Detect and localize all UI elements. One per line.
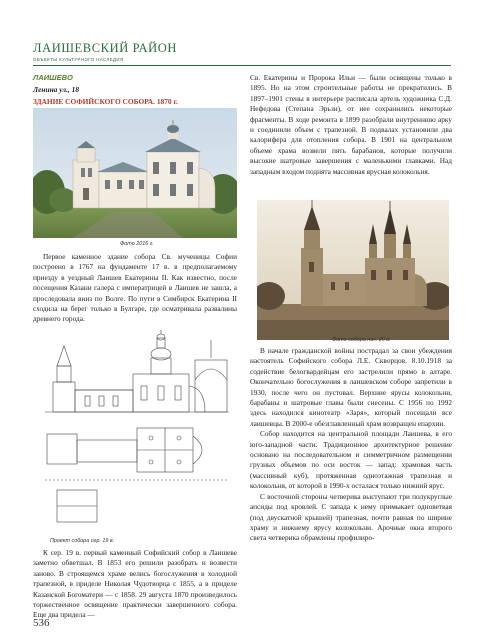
- header-rule: [33, 65, 451, 66]
- paragraph: В начале гражданской войны пострадал за свои убеждения настоятель Софийского собора Л.Е. Скворцов. 8.10.1918 за содействие белогвардейцам его застрелили прямо в алтаре. Окончательно богослужения в лаишевском соборе запретили в 1930, после чего он пустовал. Верхние ярусы колокольни, барабаны и шатровые главы были снесены. С 1956 по 1992 здесь находился кинотеатр «Заря», который посещали все лаишевцы. В 2000-е обезглавленный храм возвращен епархии.: [250, 346, 452, 428]
- caption-photo-2016: Фото 2016 г.: [120, 241, 154, 247]
- caption-photo-early-20c: Фото собора нач. 20 в.: [332, 337, 391, 343]
- paragraph: Первое каменное здание собора Св. мученицы Софии построено в 1767 на фундаменте 17 в. в предполагаемому приезду в уездный Лаишев Екатерины II. Как известно, после посещения Казани галера с императрицей в Лаишев не зашла, а проследовала вниз по Волге. По пути в Симбирск Екатерина II сходила на берег только в Булгаре, где осматривала развалины древнего города.: [33, 252, 237, 324]
- text-left-bottom: [33, 548, 237, 621]
- header-subtitle: ОБЪЕКТЫ КУЛЬТУРНОГО НАСЛЕДИЯ: [33, 57, 124, 62]
- photo-cathedral-2016: [33, 108, 237, 238]
- object-title: ЗДАНИЕ СОФИЙСКОГО СОБОРА. 1870 г.: [33, 97, 178, 106]
- text-right-top: [250, 73, 452, 177]
- cathedral-photo-image: [33, 108, 237, 238]
- text-left-middle: [33, 252, 237, 325]
- architectural-drawing-image: [33, 330, 237, 545]
- paragraph: К сер. 19 в. первый каменный Софийский собор в Лаишеве заметно обветшал. В 1853 его решили разобрать и возвести заново. В строящемся храме велись богослужения в холодной трапезной, в приделе Николая Чудотворца с 1855, а в приделе Казанской Богоматери — с 1858. 29 августа 1870 произведилось торжественное освящение практически завершенного собора. Еще два придела —: [33, 548, 237, 620]
- paragraph: Собор находится на центральной площади Лаишева, в его юго-западной части. Традиционное архитектурное решение основано на последовательном и симметричном размещении грузных объемов по оси восток — запад: храмовая часть (массивный куб), протяженная одноэтажная трапезная и колокольня, от которой в 1990-х осталася только нижний ярус.: [250, 429, 452, 491]
- header-title: ЛАИШЕВСКИЙ РАЙОН: [33, 41, 178, 55]
- paragraph: Св. Екатерины и Пророка Ильи — были освящены только в 1895. Но на этом строительные работы не прекратились. В 1897–1901 стены в интерьере расписала артель художника С.Д. Нефедова (Степана Эрьзи), от нее сохранились некоторые фрагменты. В ходе ремонта в 1899 разобрали внутреннюю арку и соединили объем с трапезной. В подвалах установили два калорифера для отопления собора. В 1901 на центральном объеме храма возвели пять барабанов, которые получили высокие шатровые завершения с маленькими главками. Над западным входом поднята массивная ярусная колокольня.: [250, 73, 452, 176]
- page-number: 536: [33, 617, 50, 629]
- old-cathedral-photo-image: [257, 200, 449, 340]
- drawing-cathedral-project: [33, 330, 237, 545]
- address: Ленина ул., 18: [33, 85, 80, 94]
- caption-drawing: Проект собора сер. 19 в.: [50, 538, 115, 544]
- text-right-bottom: [250, 346, 452, 544]
- paragraph: С восточной стороны четверика выступают три полукруглые апсиды под кровлей. С запада к нему примыкает одноветвая (под двускатной крышей) трапезная, почти равная по ширине храму и нижнему ярусу колокольни. Арочные окна второго света четверика обрамлены профилиро-: [250, 491, 452, 543]
- photo-cathedral-early-20c: [257, 200, 449, 340]
- location-heading: ЛАИШЕВО: [33, 73, 73, 82]
